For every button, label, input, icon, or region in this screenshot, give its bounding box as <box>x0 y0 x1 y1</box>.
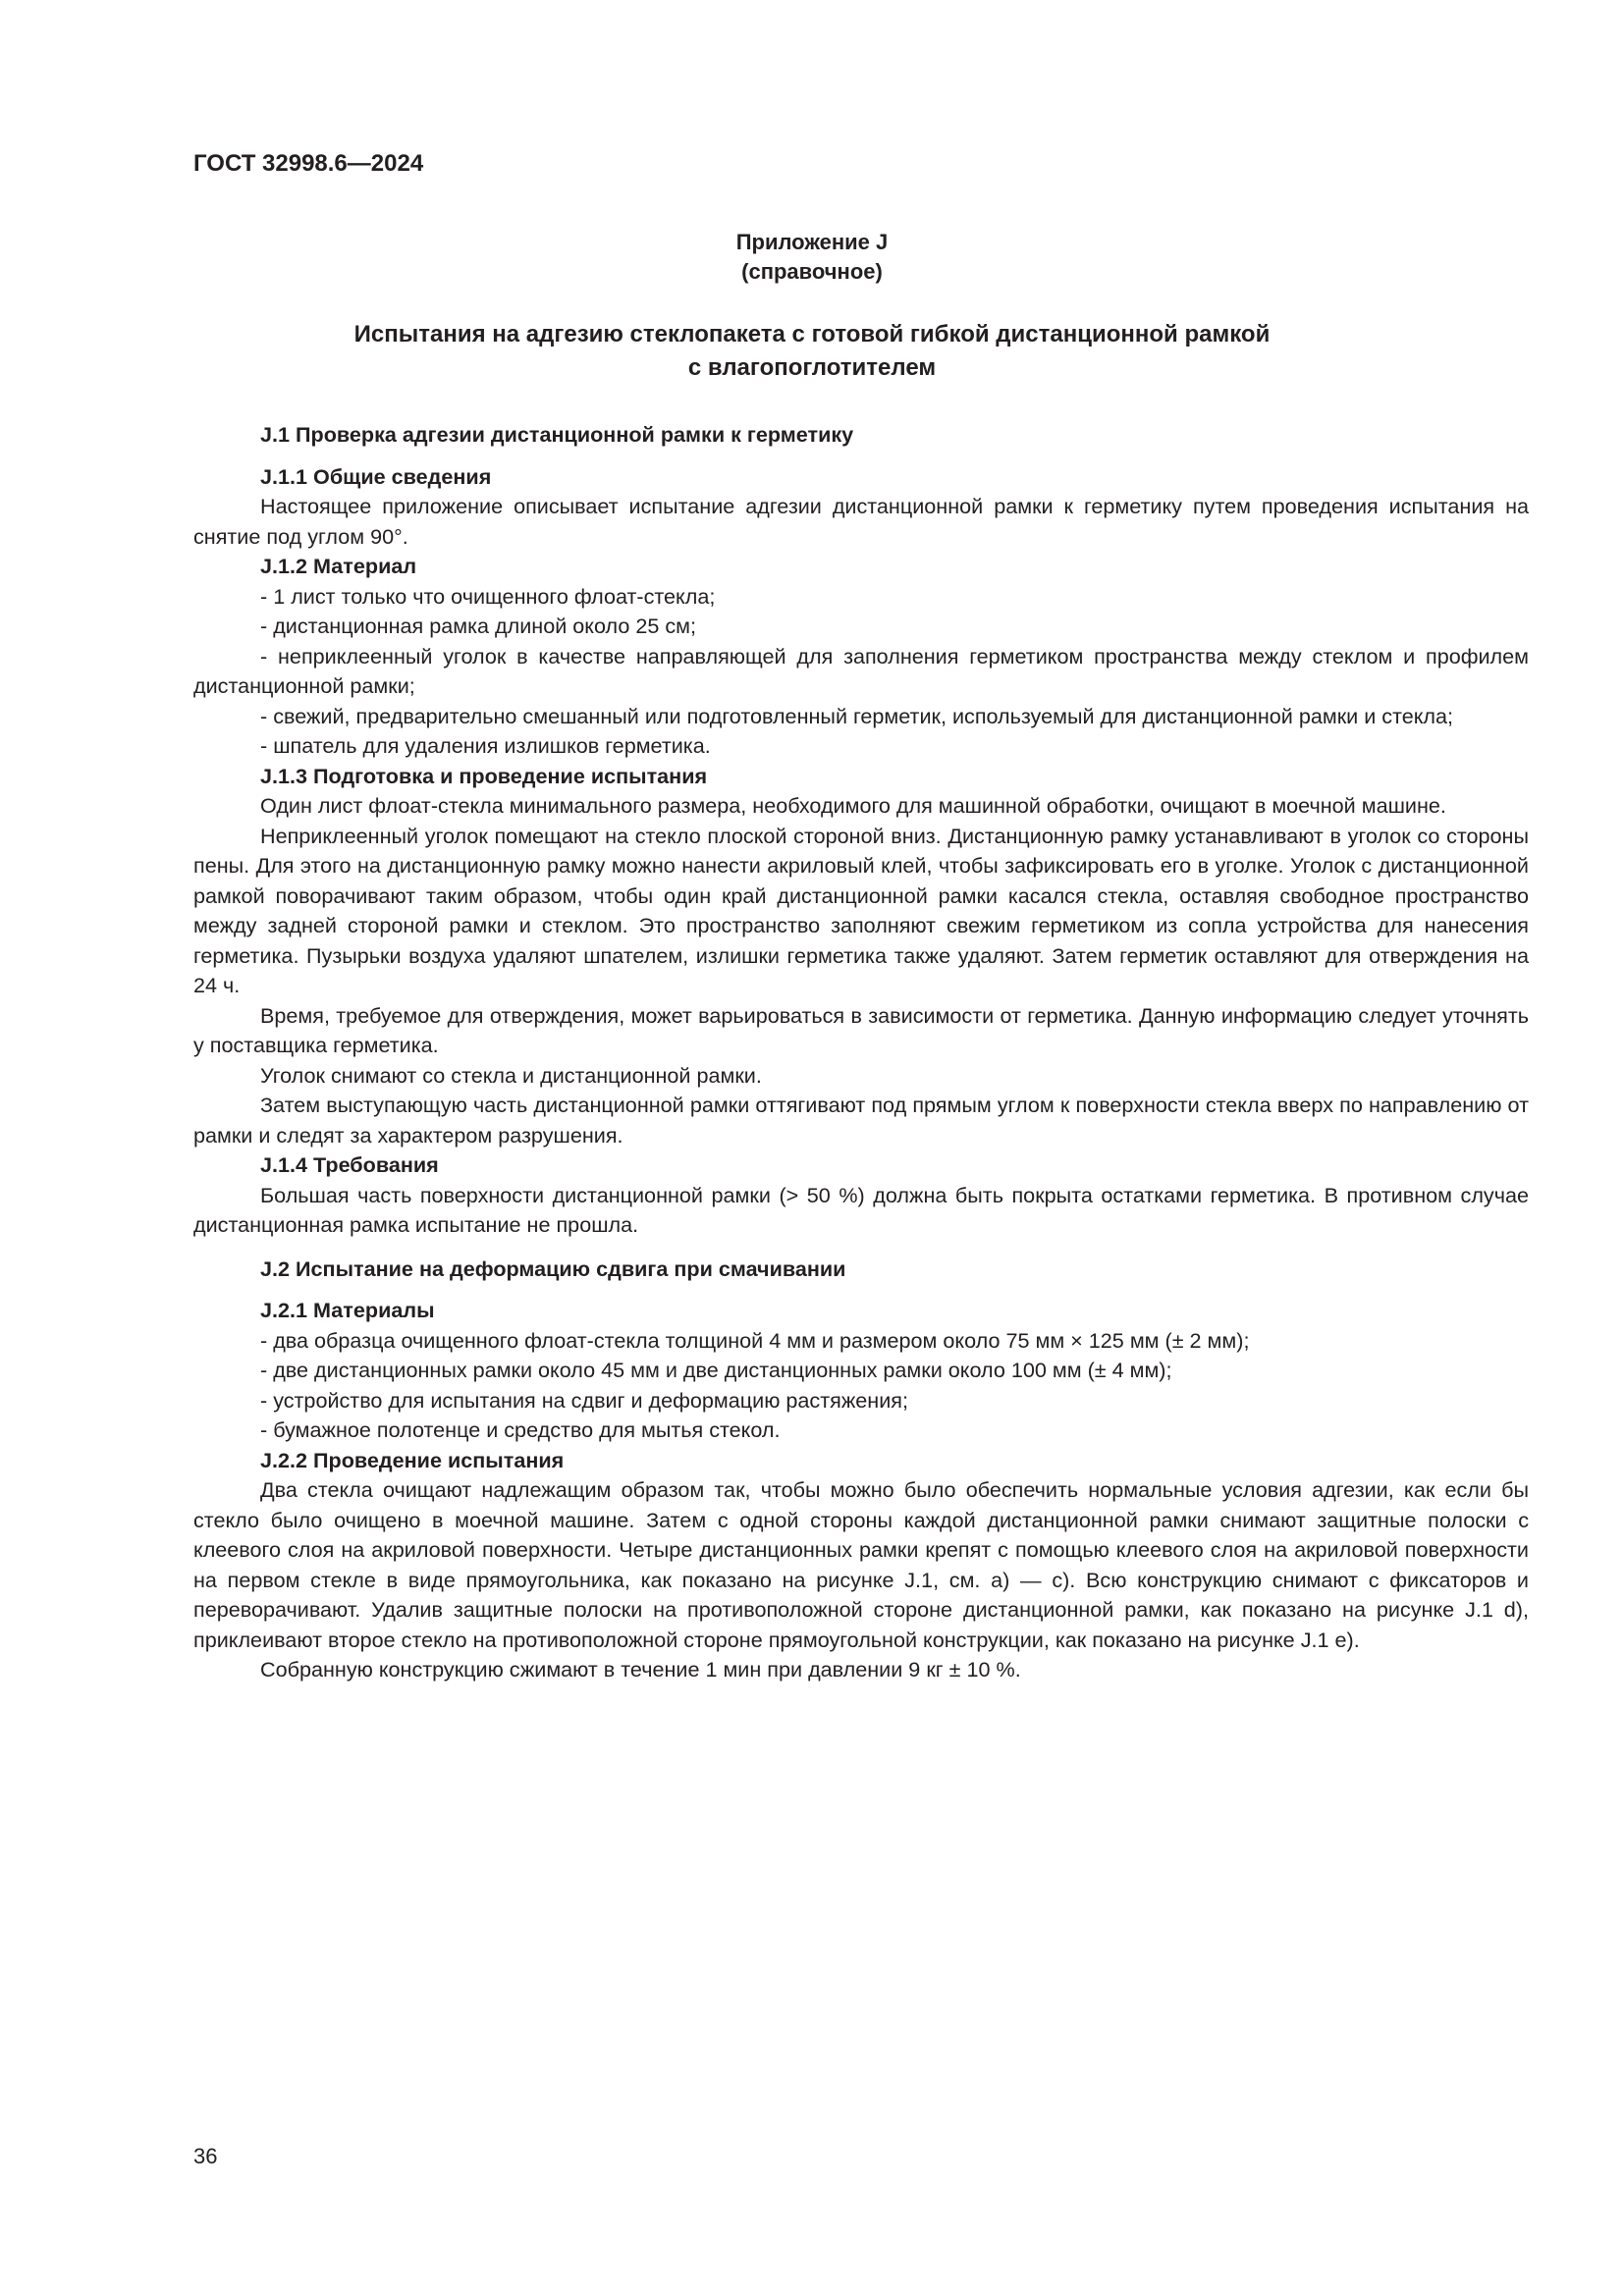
appendix-block <box>193 228 1431 287</box>
title-line-2: с влагопоглотителем <box>687 354 937 381</box>
page-number: 36 <box>193 2144 218 2168</box>
title-line-1: Испытания на адгезию стеклопакета с готовой гибкой дистанционной рамкой <box>353 321 1271 347</box>
paragraph: Время, требуемое для отверждения, может варьироваться в зависимости от герметика. Данную информацию следует уточнять у поставщика герметика. <box>193 1002 1529 1057</box>
subsection-heading-j1-2: J.1.2 Материал <box>260 554 417 578</box>
list-item: - неприклеенный уголок в качестве направляющей для заполнения герметиком пространства между стеклом и профилем дистанционной рамки; <box>193 643 1529 698</box>
subsection-heading-j2-1: J.2.1 Материалы <box>260 1298 435 1322</box>
subsection-heading-j1-4: J.1.4 Требования <box>260 1152 439 1177</box>
list-item: - две дистанционных рамки около 45 мм и две дистанционных рамки около 100 мм (± 4 мм); <box>260 1358 1172 1382</box>
section-heading-j1: J.1 Проверка адгезии дистанционной рамки к герметику <box>260 422 854 447</box>
subsection-heading-j1-1: J.1.1 Общие сведения <box>260 463 492 489</box>
subsection-heading-j1-3: J.1.3 Подготовка и проведение испытания <box>260 763 708 788</box>
list-item: - два образца очищенного флоат-стекла толщиной 4 мм и размером около 75 мм × 125 мм (± 2 мм); <box>260 1327 1250 1353</box>
paragraph: Затем выступающую часть дистанционной рамки оттягивают под прямым углом к поверхности стекла вверх по направлению от рамки и следят за характером разрушения. <box>193 1093 1529 1148</box>
appendix-title <box>193 318 1431 385</box>
list-item: - бумажное полотенце и средство для мытья стекол. <box>260 1417 781 1442</box>
section-heading-j2: J.2 Испытание на деформацию сдвига при смачивании <box>260 1255 846 1281</box>
paragraph: Уголок снимают со стекла и дистанционной рамки. <box>260 1062 762 1088</box>
standard-header: ГОСТ 32998.6—2024 <box>193 150 424 177</box>
list-item: - дистанционная рамка длиной около 25 см; <box>260 614 697 638</box>
document-body <box>193 420 1529 1685</box>
subsection-heading-j2-2: J.2.2 Проведение испытания <box>260 1447 565 1472</box>
list-item: - свежий, предварительно смешанный или подготовленный герметик, используемый для дистанционной рамки и стекла; <box>260 703 1454 728</box>
paragraph: Неприклеенный уголок помещают на стекло плоской стороной вниз. Дистанционную рамку устанавливают в уголок со стороны пены. Для этого на дистанционную рамку можно нанести акриловый клей, чтобы зафиксировать его в уголке. Уголок с дистанционной рамкой поворачивают таким образом, чтобы один край дистанционной рамки касался стекла, оставляя свободное пространство между задней стороной рамки и стеклом. Это пространство заполняют свежим герметиком из сопла устройства для нанесения герметика. Пузырьки воздуха удаляют шпателем, излишки герметика также удаляют. Затем герметик оставляют для отверждения на 24 ч. <box>193 823 1529 997</box>
paragraph: Большая часть поверхности дистанционной рамки (> 50 %) должна быть покрыта остатками герметика. В противном случае дистанционная рамка испытание не прошла. <box>193 1182 1529 1237</box>
appendix-label: Приложение J <box>735 230 889 254</box>
list-item: - 1 лист только что очищенного флоат-стекла; <box>260 583 716 609</box>
paragraph: Настоящее приложение описывает испытание адгезии дистанционной рамки к герметику путем проведения испытания на снятие под углом 90°. <box>193 494 1529 549</box>
paragraph: Собранную конструкцию сжимают в течение 1 мин при давлении 9 кг ± 10 %. <box>260 1657 1021 1682</box>
list-item: - шпатель для удаления излишков герметика. <box>260 733 711 758</box>
paragraph: Два стекла очищают надлежащим образом так, чтобы можно было обеспечить нормальные условия адгезии, как если бы стекло было очищено в моечной машине. Затем с одной стороны каждой дистанционной рамки снимают защитные полоски с клеевого слоя на акриловой поверхности. Четыре дистанционных рамки крепят с помощью клеевого слоя на акриловой поверхности на первом стекле в виде прямоугольника, как показано на рисунке J.1, см. a) — c). Всю конструкцию снимают с фиксаторов и переворачивают. Удалив защитные полоски на противоположной стороне дистанционной рамки, как показано на рисунке J.1 d), приклеивают второе стекло на противоположной стороне прямоугольной конструкции, как показано на рисунке J.1 e). <box>193 1477 1529 1652</box>
list-item: - устройство для испытания на сдвиг и деформацию растяжения; <box>260 1387 908 1413</box>
paragraph: Один лист флоат-стекла минимального размера, необходимого для машинной обработки, очищают в моечной машине. <box>260 793 1446 818</box>
appendix-type: (справочное) <box>741 259 883 284</box>
